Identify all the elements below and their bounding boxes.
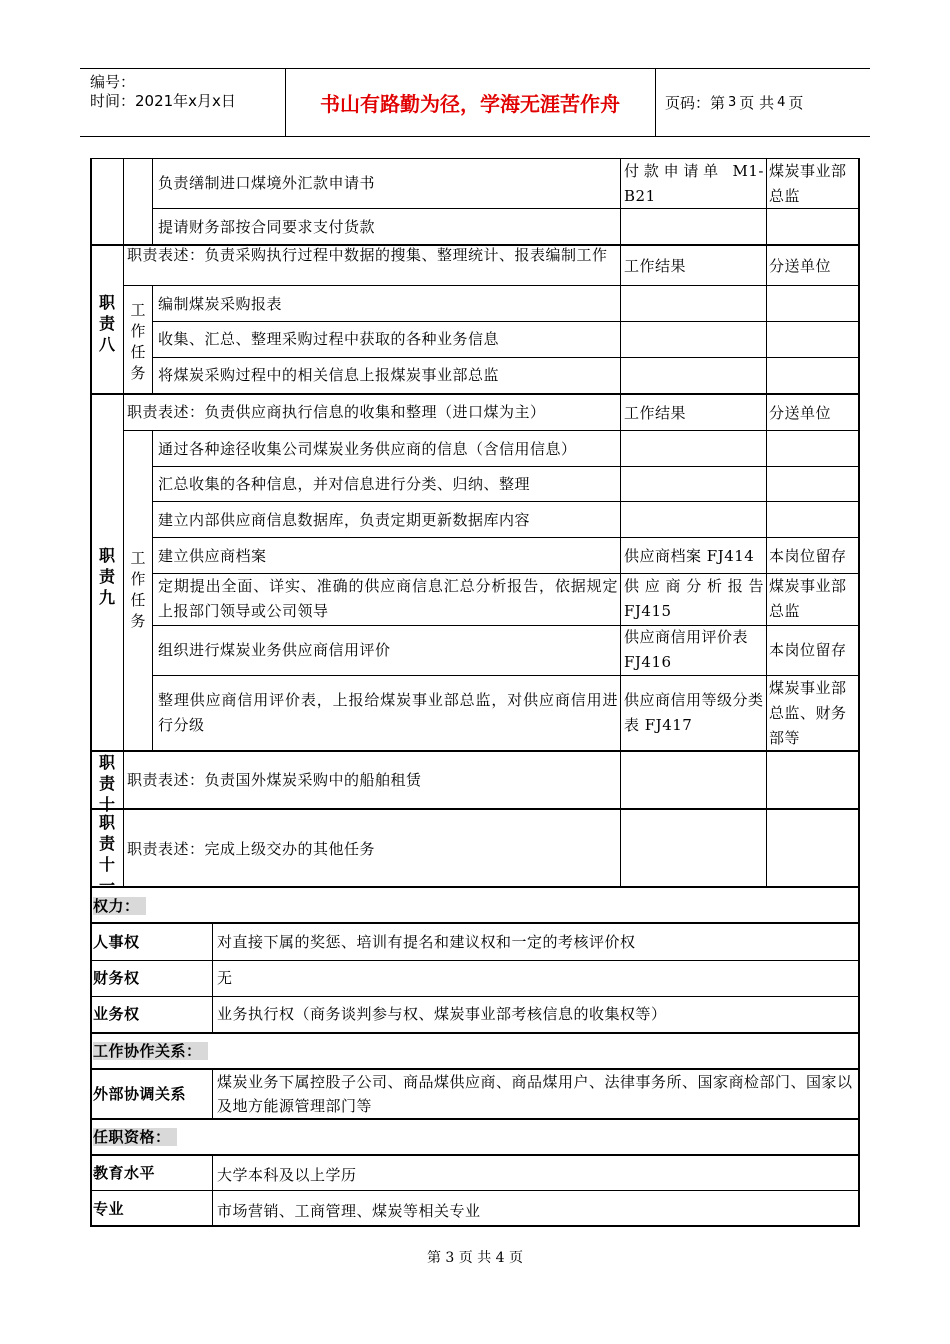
duty9-dest-header: 分送单位 — [769, 404, 832, 422]
duty9-task-4: 建立供应商档案 — [158, 547, 267, 565]
cooperation-value: 煤炭业务下属控股子公司、商品煤供应商、商品煤用户、法律事务所、国家商检部门、国家以及地方能源管理部门等 — [217, 1073, 853, 1115]
duty11-label: 职责十一 — [98, 813, 115, 895]
qualification-value-education: 大学本科及以上学历 — [217, 1166, 357, 1184]
duty9-label: 职责九 — [98, 546, 115, 607]
duty9-result-4: 供应商档案 FJ414 — [624, 547, 755, 565]
time-label: 时间：2021年x月x日 — [90, 92, 236, 110]
duty7-task-1: 负责缮制进口煤境外汇款申请书 — [158, 174, 376, 192]
duty9-result-6: 供应商信用评价表 FJ416 — [624, 628, 749, 671]
duty7-dest-1: 煤炭事业部总监 — [769, 162, 847, 205]
page-footer: 第 3 页 共 4 页 — [426, 1250, 524, 1266]
duty8-task-1: 编制煤炭采购报表 — [158, 295, 283, 313]
duty9-task-5: 定期提出全面、详实、准确的供应商信息汇总分析报告，依据规定上报部门领导或公司领导 — [158, 577, 618, 620]
duty9-result-5: 供应商分析报告 FJ415 — [624, 577, 764, 620]
page-header — [80, 68, 870, 137]
duty9-dest-4: 本岗位留存 — [769, 547, 847, 565]
power-section-title: 权力： — [93, 893, 146, 919]
duty9-dest-7: 煤炭事业部总监、财务部等 — [769, 679, 847, 747]
duty9-task-2: 汇总收集的各种信息，并对信息进行分类、归纳、整理 — [158, 475, 531, 493]
duty8-result-header: 工作结果 — [624, 257, 687, 275]
power-label-finance: 财务权 — [93, 969, 140, 987]
duty9-result-7: 供应商信用等级分类表 FJ417 — [624, 691, 764, 734]
qualification-value-major: 市场营销、工商管理、煤炭等相关专业 — [217, 1202, 481, 1220]
duty9-dest-5: 煤炭事业部总监 — [769, 577, 847, 620]
duty9-task-label: 工作任务 — [130, 549, 146, 630]
duty8-label: 职责八 — [98, 293, 115, 354]
duty10-statement: 职责表述：负责国外煤炭采购中的船舶租赁 — [127, 771, 422, 789]
duty7-result-1: 付款申请单 M1-B21 — [624, 162, 764, 205]
header-meta — [90, 73, 236, 111]
page-total: 4 — [777, 95, 786, 110]
duty7-task-2: 提请财务部按合同要求支付货款 — [158, 218, 376, 236]
cooperation-label: 外部协调关系 — [93, 1085, 187, 1103]
qualification-section-title: 任职资格： — [93, 1124, 177, 1150]
duty9-task-7: 整理供应商信用评价表，上报给煤炭事业部总监，对供应商信用进行分级 — [158, 691, 618, 734]
power-value-finance: 无 — [217, 969, 233, 987]
duty8-task-3: 将煤炭采购过程中的相关信息上报煤炭事业部总监 — [158, 366, 500, 384]
duty8-statement: 职责表述：负责采购执行过程中数据的搜集、整理统计、报表编制工作 — [127, 246, 608, 264]
duty9-task-1: 通过各种途径收集公司煤炭业务供应商的信息（含信用信息） — [158, 440, 577, 458]
duty9-task-6: 组织进行煤炭业务供应商信用评价 — [158, 641, 391, 659]
header-motto: 书山有路勤为径，学海无涯苦作舟 — [320, 92, 620, 116]
power-value-personnel: 对直接下属的奖惩、培训有提名和建议权和一定的考核评价权 — [217, 933, 636, 951]
duty8-task-2: 收集、汇总、整理采购过程中获取的各种业务信息 — [158, 330, 500, 348]
power-label-business: 业务权 — [93, 1005, 140, 1023]
qualification-label-major: 专业 — [93, 1200, 125, 1218]
cooperation-section-title: 工作协作关系： — [93, 1038, 208, 1064]
duty8-task-label: 工作任务 — [130, 301, 146, 382]
duty9-task-3: 建立内部供应商信息数据库，负责定期更新数据库内容 — [158, 511, 531, 529]
duty9-statement: 职责表述：负责供应商执行信息的收集和整理（进口煤为主） — [127, 403, 546, 421]
page-number: 3 — [728, 95, 737, 110]
duty11-statement: 职责表述：完成上级交办的其他任务 — [127, 840, 376, 858]
power-value-business: 业务执行权（商务谈判参与权、煤炭事业部考核信息的收集权等） — [217, 1005, 667, 1023]
qualification-label-education: 教育水平 — [93, 1164, 156, 1182]
duty10-label: 职责十 — [98, 753, 115, 814]
power-label-personnel: 人事权 — [93, 933, 140, 951]
duty9-dest-6: 本岗位留存 — [769, 641, 847, 659]
page-indicator: 页码：第 3 页 共 4 页 — [665, 94, 804, 112]
duty9-result-header: 工作结果 — [624, 404, 687, 422]
duty8-dest-header: 分送单位 — [769, 257, 832, 275]
code-label: 编号： — [90, 73, 136, 91]
